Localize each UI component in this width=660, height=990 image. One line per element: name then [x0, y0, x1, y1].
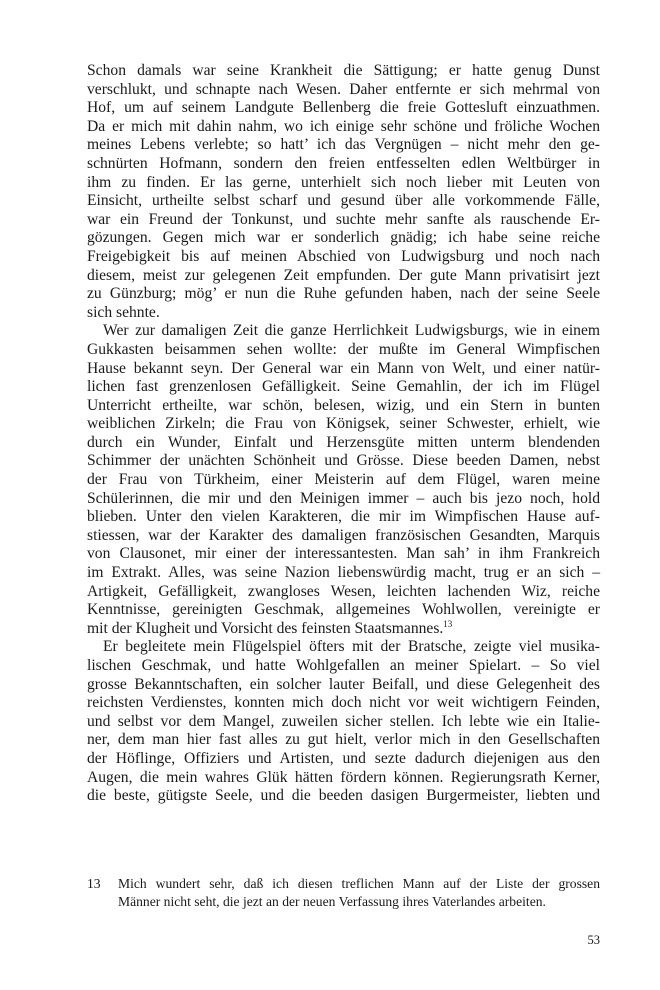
- text-line: [87, 694, 600, 713]
- text-line-content: Hause bekannt seyn. Der General war ein Mann von Welt, und einer natür-: [87, 359, 600, 377]
- text-line: [87, 285, 600, 304]
- text-line-content: mit der Klugheit und Vorsicht des feinsten Staatsmannes.: [87, 619, 444, 637]
- text-line-content: Schimmer der unächten Schönheit und Grösse. Diese beeden Damen, nebst: [87, 452, 600, 470]
- footnote-line: Männer nicht seht, die jezt an der neuen Verfassung ihres Vaterlandes arbeiten.: [118, 894, 546, 909]
- text-line: [87, 415, 600, 434]
- text-line-content: diesem, meist zur gelegenen Zeit empfunden. Der gute Mann privatisirt jezt: [87, 266, 600, 284]
- text-line-content: blieben. Unter den vielen Karakteren, die mir im Wimpfischen Hause auf-: [87, 508, 600, 526]
- text-line-content: grosse Bekanntschaften, ein solcher lauter Beifall, und diese Gelegenheit des: [87, 675, 600, 693]
- text-line: [87, 638, 600, 657]
- text-line: [87, 527, 600, 546]
- text-line-content: lichen fast grenzenlosen Gefälligkeit. Seine Gemahlin, der ich im Flügel: [87, 378, 600, 396]
- text-line-content: Gukkasten beisammen sehen wollte: der mußte im General Wimpfischen: [87, 340, 600, 358]
- text-line: [87, 545, 600, 564]
- text-line-content: Er begleitete mein Flügelspiel öfters mit der Bratsche, zeigte viel musika-: [103, 638, 600, 656]
- text-line: [87, 676, 600, 695]
- text-line: [87, 583, 600, 602]
- text-line: [87, 267, 600, 286]
- text-line-content: zu Günzburg; mög’ er nun die Ruhe gefunden haben, nach der seine Seele: [87, 285, 600, 303]
- text-line: [87, 713, 600, 732]
- text-line-content: verschlukt, und schnapte nach Wesen. Daher entfernte er sich mehrmal von: [87, 80, 600, 98]
- text-line: [87, 397, 600, 416]
- text-line: [87, 192, 600, 211]
- text-line-content: lischen Geschmak, und hatte Wohlgefallen an meiner Spielart. – So viel: [87, 657, 600, 674]
- text-line: [87, 155, 600, 174]
- text-line-content: Freigebigkeit bis auf meinen Abschied von Ludwigsburg und noch nach: [87, 247, 600, 265]
- text-line-content: Augen, die mein wahres Glük hätten fördern können. Regierungsrath Kerner,: [87, 768, 600, 786]
- page-number: 53: [587, 933, 600, 947]
- text-line: [87, 508, 600, 527]
- text-line: [87, 787, 600, 806]
- text-line: [87, 452, 600, 471]
- footnote-reference: 13: [443, 618, 453, 629]
- text-line-content: Wer zur damaligen Zeit die ganze Herrlichkeit Ludwigsburgs, wie in einem: [103, 322, 600, 340]
- page-body: [87, 62, 600, 806]
- text-line-content: war ein Freund der Tonkunst, und suchte mehr sanfte als rauschende Er-: [87, 210, 600, 228]
- text-line-content: von Clausonet, mir einer der interessantesten. Man sah’ in ihm Frankreich: [87, 545, 600, 563]
- text-line-content: gözungen. Gegen mich war er sonderlich gnädig; ich habe seine reiche: [87, 229, 600, 247]
- text-line: [87, 657, 600, 676]
- text-line: [87, 341, 600, 360]
- text-line-content: ner, dem man hier fast alles zu gut hielt, verlor mich in den Gesellschaften: [87, 731, 600, 749]
- text-line-content: Schülerinnen, die mir und den Meinigen immer – auch bis jezo noch, hold: [87, 489, 600, 507]
- text-line-content: der Höflinge, Offiziers und Artisten, und sezte dadurch diejenigen aus den: [87, 749, 600, 767]
- text-line-content: die beste, gütigste Seele, und die beeden dasigen Burgermeister, liebten und: [87, 787, 600, 805]
- text-line: [87, 99, 600, 118]
- footnote-line: Mich wundert sehr, daß ich diesen treflichen Mann auf der Liste der grossen: [118, 876, 600, 891]
- text-line: [87, 62, 600, 81]
- text-line: [87, 769, 600, 788]
- text-line-content: meines Lebens verlebte; so hatt’ ich das Vergnügen – nicht mehr den ge-: [87, 136, 600, 154]
- text-line-content: Artigkeit, Gefälligkeit, zwangloses Wesen, leichten lachenden Wiz, reiche: [87, 582, 600, 600]
- text-line-content: und selbst vor dem Mangel, zuweilen sicher stellen. Ich lebte wie ein Italie-: [87, 712, 600, 730]
- text-line: [87, 174, 600, 193]
- text-line-content: Da er mich mit dahin nahm, wo ich einige sehr schöne und fröliche Wochen: [87, 117, 600, 135]
- text-line-content: im Extrakt. Alles, was seine Nazion liebenswürdig macht, trug er an sich –: [87, 564, 600, 582]
- text-line: [87, 211, 600, 230]
- text-line: [87, 248, 600, 267]
- text-line-content: Hof, um auf seinem Landgute Bellenberg die freie Gottesluft einzuathmen.: [87, 99, 600, 117]
- text-line: [87, 471, 600, 490]
- text-line-content: Kenntnisse, gereinigten Geschmak, allgemeines Wohlwollen, vereinigte er: [87, 601, 600, 619]
- text-line: [87, 490, 600, 509]
- text-line-content: durch ein Wunder, Einfalt und Herzensgüte mitten unterm blendenden: [87, 433, 600, 451]
- text-line-content: der Frau von Türkheim, einer Meisterin auf dem Flügel, waren meine: [87, 471, 600, 489]
- text-line-content: stiessen, war der Karakter des damaligen französischen Gesandten, Marquis: [87, 526, 600, 544]
- text-line-content: Schon damals war seine Krankheit die Sättigung; er hatte genug Dunst: [87, 62, 600, 79]
- text-line: [87, 620, 600, 639]
- text-line-content: reichsten Verdienstes, konnten mich doch nicht vor weit wichtigern Feinden,: [87, 694, 600, 712]
- text-line-content: Einsicht, urtheilte selbst scharf und gesund über alle vorkommende Fälle,: [87, 192, 600, 210]
- text-line: [87, 731, 600, 750]
- text-line: [87, 229, 600, 248]
- text-line: [87, 750, 600, 769]
- text-line: [87, 81, 600, 100]
- text-line: [87, 118, 600, 137]
- text-line: [87, 322, 600, 341]
- text-line: [87, 564, 600, 583]
- text-line: [87, 434, 600, 453]
- text-line-content: schnürten Hofmann, sondern den freien entfesselten edlen Weltbürger in: [87, 154, 600, 172]
- text-line: [87, 360, 600, 379]
- footnote-number: 13: [87, 876, 101, 891]
- text-line-content: sich sehnte.: [87, 303, 160, 321]
- text-line: [87, 601, 600, 620]
- text-line: [87, 304, 600, 323]
- text-line-content: weiblichen Zirkeln; die Frau von Königsek, seiner Schwester, erhielt, wie: [87, 415, 600, 433]
- text-line-content: ihm zu finden. Er las gerne, unterhielt sich noch lieber mit Leuten von: [87, 173, 600, 191]
- footnote: [87, 875, 600, 911]
- text-line: [87, 378, 600, 397]
- footnote-text: [118, 875, 600, 911]
- text-line: [87, 136, 600, 155]
- text-line-content: Unterricht ertheilte, war schön, belesen, wizig, und ein Stern in bunten: [87, 396, 600, 414]
